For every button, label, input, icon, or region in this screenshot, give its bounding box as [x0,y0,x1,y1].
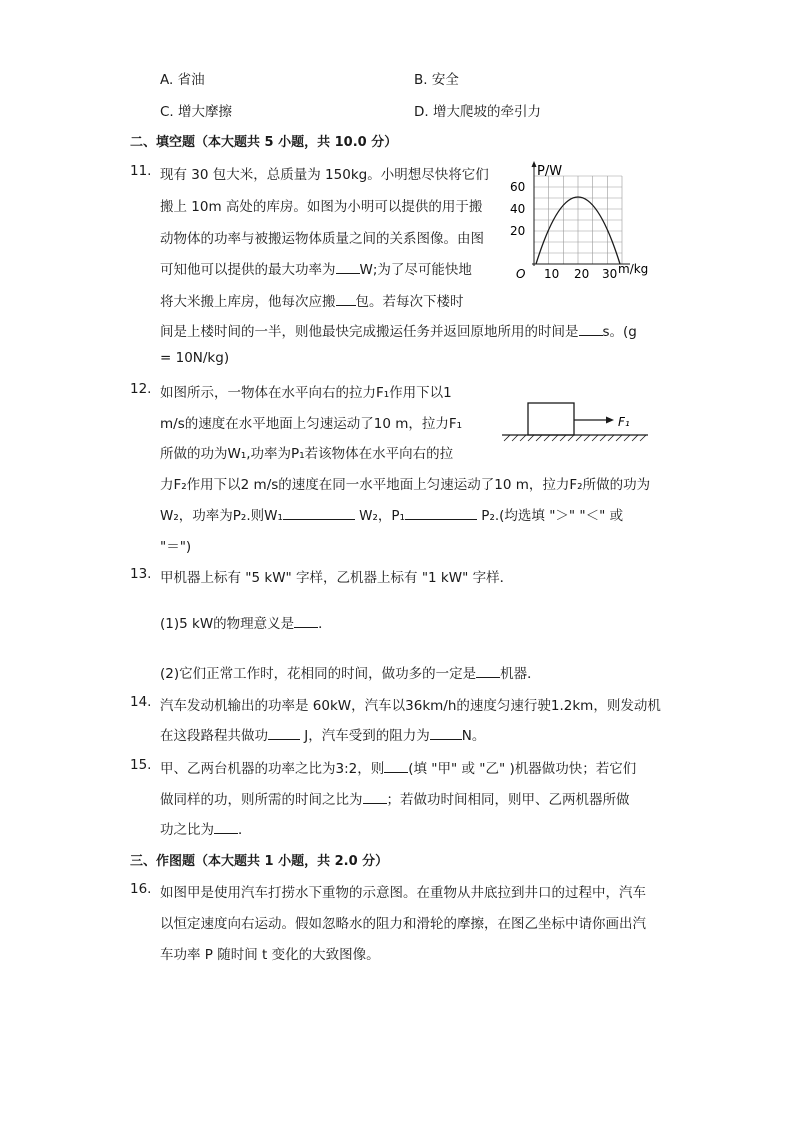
block [528,403,574,435]
force-label: F₁ [618,415,630,429]
answer-blank [384,759,408,773]
y-tick-label: 60 [510,180,526,194]
question-12-line: 力F₂作用下以2 m/s的速度在同一水平地面上匀速运动了10 m，拉力F₂所做的功为 [160,477,651,493]
question-11-line: 可知他可以提供的最大功率为 W;为了尽可能快地 [160,262,472,278]
question-12-line: m/s的速度在水平地面上匀速运动了10 m，拉力F₁ [160,416,463,432]
option-b: B. 安全 [414,72,459,88]
question-12-line: 如图所示，一物体在水平向右的拉力F₁作用下以1 [160,385,452,401]
y-tick-label: 20 [510,224,526,238]
question-16-line: 以恒定速度向右运动。假如忽略水的阻力和滑轮的摩擦，在图乙坐标中请你画出汽 [160,916,646,932]
force-arrow-head [606,417,614,424]
origin-label: O [516,267,526,280]
question-11-line: = 10N/kg) [160,350,230,366]
answer-blank [363,790,387,804]
option-a: A. 省油 [160,72,205,88]
option-d: D. 增大爬坡的牵引力 [414,104,541,120]
question-15-number: 15. [130,757,152,773]
section-drawing-title: 三、作图题（本大题共 1 小题，共 2.0 分） [130,854,389,869]
question-14-line: 汽车发动机输出的功率是 60kW，汽车以36km/h的速度匀速行驶1.2km，则发动机 [160,698,661,714]
question-12-line: 所做的功为W₁,功率为P₁若该物体在水平向右的拉 [160,446,454,462]
question-13-line: 甲机器上标有 "5 kW" 字样，乙机器上标有 "1 kW" 字样． [160,570,514,586]
question-11-line: 动物体的功率与被搬运物体质量之间的关系图像。由图 [160,231,484,247]
question-16-line: 如图甲是使用汽车打捞水下重物的示意图。在重物从井底拉到井口的过程中，汽车 [160,885,646,901]
question-13-number: 13. [130,566,152,582]
answer-blank [214,820,238,834]
question-11-line: 搬上 10m 高处的库房。如图为小明可以提供的用于搬 [160,199,483,215]
question-11-line: 将大米搬上库房，他每次应搬 包。若每次下楼时 [160,294,464,310]
question-15-line: 甲、乙两台机器的功率之比为3:2，则 (填 "甲" 或 "乙" )机器做功快；若它们 [160,761,637,777]
power-mass-graph [508,158,658,280]
answer-blank [405,506,477,520]
answer-blank [283,506,355,520]
question-11-line: 间是上楼时间的一半，则他最快完成搬运任务并返回原地所用的时间是 s。(g [160,324,637,340]
y-axis-arrow [532,161,537,167]
question-11-number: 11. [130,163,152,179]
answer-blank [579,322,603,336]
question-13-line: (1)5 kW的物理意义是 ． [160,616,332,632]
answer-blank [476,664,500,678]
ground-hatching [504,435,646,441]
question-12-number: 12. [130,381,152,397]
question-15-line: 功之比为 ． [160,822,252,838]
question-12-line: "＝") [160,539,192,555]
question-14-number: 14. [130,694,152,710]
answer-blank [336,260,360,274]
answer-blank [430,726,462,740]
y-axis-label: P/W [537,164,563,179]
y-tick-label: 40 [510,202,526,216]
answer-blank [268,726,300,740]
option-c: C. 增大摩擦 [160,104,233,120]
question-16-line: 车功率 P 随时间 t 变化的大致图像。 [160,947,380,963]
answer-blank [294,614,318,628]
x-tick-label: 20 [574,267,590,280]
question-15-line: 做同样的功，则所需的时间之比为 ；若做功时间相同，则甲、乙两机器所做 [160,792,630,808]
question-12-line: W₂，功率为P₂.则W₁ W₂，P₁ P₂.(均选填 "＞" "＜" 或 [160,508,624,524]
x-axis-label: m/kg [618,262,649,276]
force-block-figure [498,398,654,444]
question-14-line: 在这段路程共做功 J，汽车受到的阻力为 N。 [160,728,486,744]
question-13-line: (2)它们正常工作时，花相同的时间，做功多的一定是 机器． [160,666,541,682]
question-11-line: 现有 30 包大米，总质量为 150kg。小明想尽快将它们 [160,167,489,183]
x-tick-label: 10 [544,267,560,280]
section-fill-in-title: 二、填空题（本大题共 5 小题，共 10.0 分） [130,135,398,150]
answer-blank [336,292,356,306]
question-16-number: 16. [130,881,152,897]
x-tick-label: 30 [602,267,618,280]
graph-grid [534,176,622,264]
